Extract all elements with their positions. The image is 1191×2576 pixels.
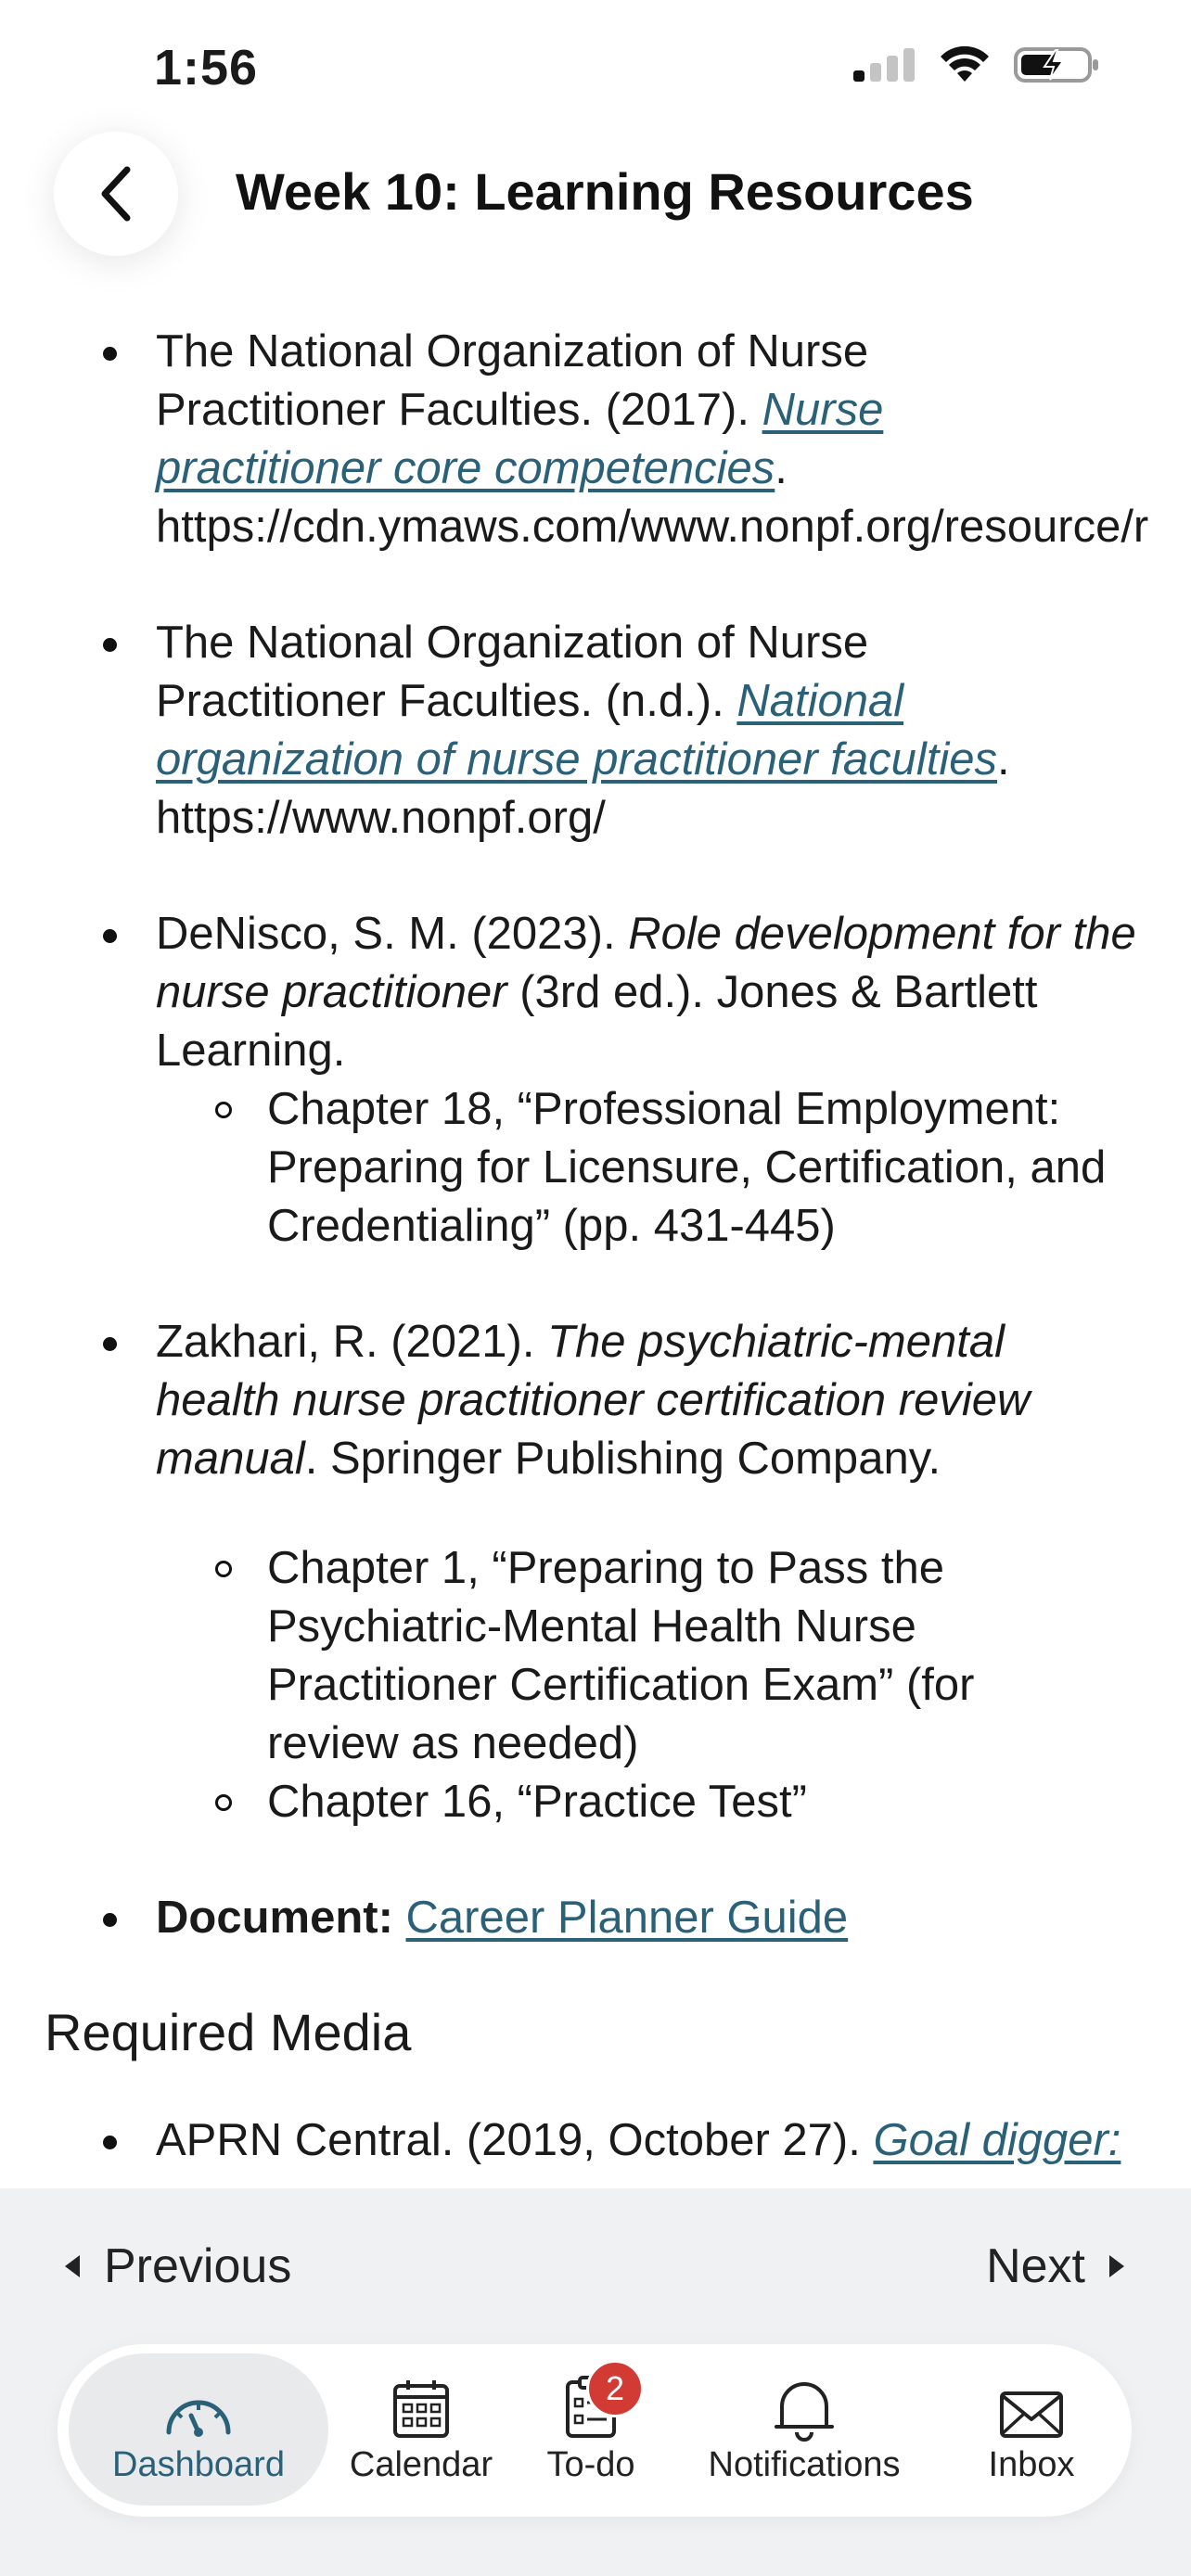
chapter-text: review as needed) <box>267 1718 639 1768</box>
next-label: Next <box>986 2239 1085 2293</box>
bell-icon <box>773 2375 836 2440</box>
reference-text: Practitioner Faculties. (n.d.). <box>156 676 737 726</box>
tab-label: Dashboard <box>112 2444 285 2484</box>
resources-content <box>0 323 1191 2165</box>
chapter-text: Chapter 18, “Professional Employment: <box>267 1084 1061 1134</box>
nonpf-competencies-link[interactable]: practitioner core competencies <box>156 443 775 493</box>
reference-text: Practitioner Faculties. (2017). <box>156 385 762 435</box>
caret-right-icon <box>1109 2255 1124 2277</box>
book-title: manual <box>156 1434 305 1484</box>
tab-label: Notifications <box>708 2444 901 2484</box>
tab-bar-area <box>0 2344 1191 2576</box>
chapter-item <box>156 1539 1191 1773</box>
career-planner-guide-link[interactable]: Career Planner Guide <box>405 1893 849 1943</box>
reference-item <box>0 905 1191 1256</box>
reference-text: Learning. <box>156 1026 346 1076</box>
status-time: 1:56 <box>154 40 259 96</box>
book-title: nurse practitioner <box>156 967 507 1017</box>
status-bar <box>0 0 1191 130</box>
pager-bar <box>0 2188 1191 2344</box>
battery-charging-icon <box>1013 45 1102 85</box>
previous-button[interactable] <box>65 2238 291 2294</box>
reference-item <box>0 1889 1191 1947</box>
chapter-text: Preparing for Licensure, Certification, and <box>267 1142 1107 1192</box>
nonpf-competencies-link[interactable]: Nurse <box>762 385 884 435</box>
reference-text: (3rd ed.). Jones & Bartlett <box>506 967 1038 1017</box>
chapter-text: Credentialing” (pp. 431-445) <box>267 1201 836 1251</box>
chapter-text: Psychiatric-Mental Health Nurse <box>267 1601 916 1651</box>
book-title: health nurse practitioner certification review <box>156 1375 1031 1425</box>
tab-dashboard[interactable] <box>69 2353 328 2506</box>
document-label: Document: <box>156 1893 393 1943</box>
reference-text: DeNisco, S. M. (2023). <box>156 909 629 959</box>
nonpf-website-link[interactable]: National <box>736 676 904 726</box>
next-button[interactable] <box>986 2238 1124 2294</box>
reference-text: APRN Central. (2019, October 27). <box>156 2115 874 2165</box>
tab-label: Calendar <box>349 2444 493 2484</box>
dashboard-gauge-icon <box>163 2388 234 2440</box>
calendar-icon <box>391 2377 451 2440</box>
tab-notifications[interactable] <box>688 2353 920 2506</box>
back-button[interactable] <box>54 132 178 256</box>
wifi-icon <box>937 45 992 85</box>
book-title: The psychiatric-mental <box>547 1317 1005 1367</box>
reference-text: The National Organization of Nurse <box>156 618 869 668</box>
caret-left-icon <box>65 2255 80 2277</box>
envelope-icon <box>998 2388 1065 2440</box>
reference-item <box>0 1313 1191 1831</box>
media-list <box>0 2111 1191 2170</box>
tab-todo[interactable] <box>521 2353 660 2506</box>
chapter-item <box>156 1773 1191 1831</box>
goal-digger-link[interactable]: Goal digger: <box>873 2115 1121 2165</box>
tab-bar <box>58 2344 1132 2517</box>
tab-label: Inbox <box>988 2444 1075 2484</box>
cellular-signal-icon <box>852 46 916 83</box>
chapter-text: Practitioner Certification Exam” (for <box>267 1660 975 1710</box>
reference-text: Zakhari, R. (2021). <box>156 1317 548 1367</box>
reference-url: https://cdn.ymaws.com/www.nonpf.org/resource/r <box>156 502 1149 552</box>
nonpf-website-link[interactable]: organization of nurse practitioner faculties <box>156 734 998 784</box>
previous-label: Previous <box>104 2239 292 2293</box>
todo-count-badge: 2 <box>586 2360 644 2417</box>
tab-label: To-do <box>546 2444 635 2484</box>
chapter-text: Chapter 16, “Practice Test” <box>267 1777 807 1827</box>
chapter-text: Chapter 1, “Preparing to Pass the <box>267 1543 944 1593</box>
reference-list <box>0 323 1191 1947</box>
media-item <box>0 2111 1191 2170</box>
tab-inbox[interactable] <box>948 2353 1115 2506</box>
reference-url: https://www.nonpf.org/ <box>156 793 606 843</box>
chapter-list <box>156 1539 1191 1831</box>
status-icons <box>852 45 1102 85</box>
page-title: Week 10: Learning Resources <box>236 162 974 221</box>
reference-text: . Springer Publishing Company. <box>304 1434 941 1484</box>
reference-item: The National Organization of Nurse Practitioner Faculties. (n.d.). National organization of nurse practitioner faculties. https://www.nonpf.org/ <box>0 614 1191 848</box>
reference-text: The National Organization of Nurse <box>156 326 869 376</box>
chapter-item <box>156 1080 1191 1256</box>
page-header <box>0 130 1191 250</box>
book-title: Role development for the <box>628 909 1136 959</box>
tab-calendar[interactable] <box>338 2353 505 2506</box>
required-media-heading: Required Media <box>45 2003 412 2061</box>
reference-item: The National Organization of Nurse Practitioner Faculties. (2017). Nurse practitioner core competencies. https://cdn.ymaws.com/www.nonpf.org/resource/r <box>0 323 1191 556</box>
chapter-list <box>156 1080 1191 1256</box>
chevron-left-icon <box>97 164 134 223</box>
